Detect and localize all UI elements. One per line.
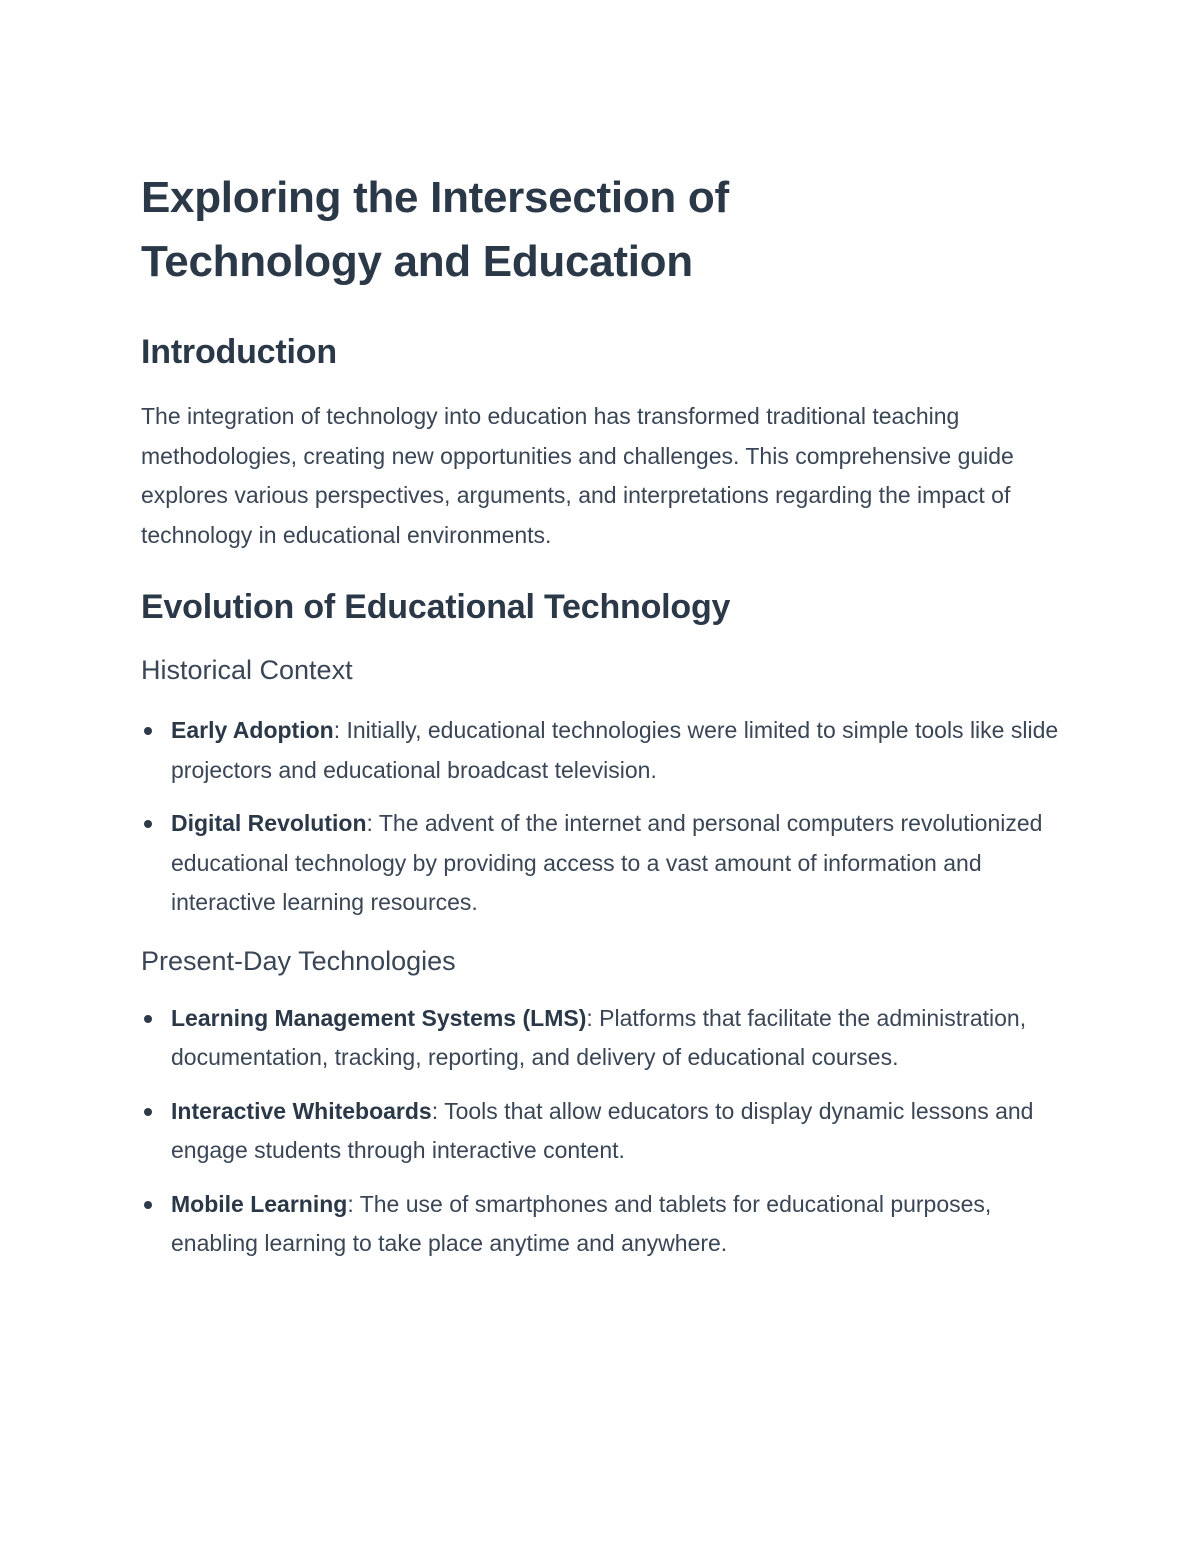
- list-item-term: Mobile Learning: [171, 1190, 348, 1217]
- bullet-icon: [144, 727, 152, 735]
- list-item: [141, 999, 1071, 1078]
- document-title: Exploring the Intersection of Technology and Education: [141, 173, 729, 286]
- historical-list: [141, 711, 1071, 923]
- bullet-icon: [144, 1201, 152, 1209]
- list-item-term: Early Adoption: [171, 717, 334, 743]
- section-heading-evolution: Evolution of Educational Technology: [141, 588, 731, 626]
- bullet-icon: [144, 820, 152, 828]
- present-list: [141, 999, 1071, 1264]
- subsection-heading-present: Present-Day Technologies: [141, 945, 456, 976]
- list-item-term: Learning Management Systems (LMS): [171, 1004, 587, 1031]
- list-item: [141, 711, 1071, 790]
- list-item: [141, 1185, 1071, 1264]
- list-item-term: Digital Revolution: [171, 810, 367, 836]
- list-item: [141, 1092, 1071, 1171]
- section-heading-introduction: Introduction: [141, 333, 337, 371]
- bullet-icon: [144, 1015, 152, 1023]
- list-item-term: Interactive Whiteboards: [171, 1097, 432, 1124]
- list-item-text: : Tools that allow educators to display dynamic lessons and engage students through interactive content.: [171, 1097, 1034, 1163]
- document-page: [141, 166, 1071, 1264]
- list-item-text: : Platforms that facilitate the administration, documentation, tracking, reporting, and delivery of educational courses.: [171, 1004, 1027, 1070]
- list-item-text: : The advent of the internet and personal computers revolutionized educational technology by providing access to a vast amount of information and interactive learning resources.: [171, 810, 1043, 915]
- bullet-icon: [144, 1108, 152, 1116]
- introduction-paragraph: The integration of technology into education has transformed traditional teaching methodologies, creating new opportunities and challenges. This comprehensive guide explores various perspectives, arguments, and interpretations regarding the impact of technology in educational environments.: [141, 403, 1014, 548]
- list-item-text: : The use of smartphones and tablets for educational purposes, enabling learning to take place anytime and anywhere.: [171, 1190, 992, 1256]
- list-item-text: : Initially, educational technologies were limited to simple tools like slide projectors and educational broadcast television.: [171, 717, 1059, 783]
- list-item: [141, 804, 1071, 923]
- subsection-heading-historical: Historical Context: [141, 655, 353, 685]
